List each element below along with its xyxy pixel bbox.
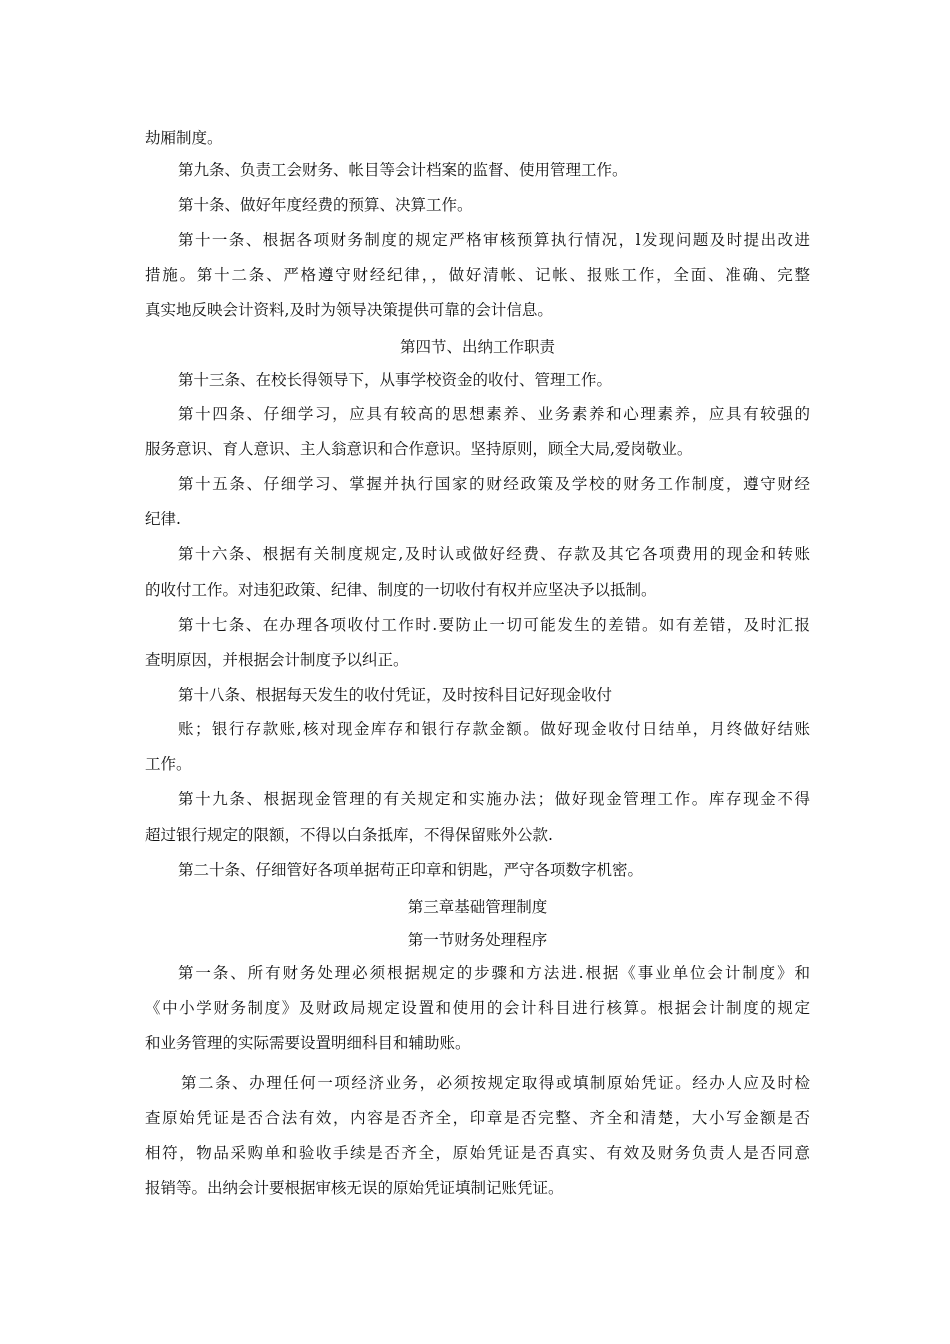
text-line: 真实地反映会计资料,及时为领导决策提供可靠的会计信息。 [145,301,553,319]
text-line: 超过银行规定的限额，不得以白条抵库，不得保留账外公款. [145,826,553,844]
text-line: 第十一条、根据各项财务制度的规定严格审核预算执行情况，l发现问题及时提出改进 [178,231,810,249]
text-line: 第十条、做好年度经费的预算、决算工作。 [178,196,473,214]
text-line: 账；银行存款账,核对现金库存和银行存款金额。做好现金收付日结单，月终做好结账 [178,720,810,738]
text-line: 第十九条、根据现金管理的有关规定和实施办法；做好现金管理工作。库存现金不得 [178,790,810,808]
text-line: 第十七条、在办理各项收付工作时.要防止一切可能发生的差错。如有差错，及时汇报 [178,616,810,634]
text-line: 工作。 [145,755,192,773]
text-line: 纪律. [145,510,181,528]
text-line: 查明原因，并根据会计制度予以纠正。 [145,651,409,669]
text-line: 第十八条、根据每天发生的收付凭证，及时按科目记好现金收付 [178,686,613,704]
text-line: 劫厢制度。 [145,129,223,147]
text-line: 第九条、负责工会财务、帐目等会计档案的监督、使用管理工作。 [178,161,628,179]
text-line: 第二条、办理任何一项经济业务，必须按规定取得或填制原始凭证。经办人应及时检 [181,1074,810,1092]
text-line: 报销等。出纳会计要根据审核无误的原始凭证填制记账凭证。 [145,1179,564,1197]
section-heading: 第四节、出纳工作职责 [399,338,555,356]
text-line: 第十六条、根据有关制度规定,及时认或做好经费、存款及其它各项费用的现金和转账 [178,545,810,563]
chapter-heading: 第三章基础管理制度 [407,898,548,916]
text-line: 第十四条、仔细学习，应具有较高的思想素养、业务素养和心理素养，应具有较强的 [178,405,810,423]
text-line: 相符，物品采购单和验收手续是否齐全，原始凭证是否真实、有效及财务负责人是否同意 [145,1144,810,1162]
text-line: 第十三条、在校长得领导下，从事学校资金的收付、管理工作。 [178,371,613,389]
text-line: 措施。第十二条、严格遵守财经纪律，，做好清帐、记帐、报账工作，全面、准确、完整 [145,266,810,284]
text-line: 和业务管理的实际需要设置明细科目和辅助账。 [145,1034,471,1052]
text-line: 《中小学财务制度》及财政局规定设置和使用的会计科目进行核算。根据会计制度的规定 [145,999,810,1017]
text-line: 第二十条、仔细管好各项单据苟正印章和钥匙，严守各项数字机密。 [178,861,644,879]
section-heading: 第一节财务处理程序 [407,931,548,949]
text-line: 的收付工作。对违犯政策、纪律、制度的一切收付有权并应坚决予以抵制。 [145,581,657,599]
text-line: 第一条、所有财务处理必须根据规定的步骤和方法进.根据《事业单位会计制度》和 [178,964,810,982]
text-line: 第十五条、仔细学习、掌握并执行国家的财经政策及学校的财务工作制度，遵守财经 [178,475,810,493]
text-line: 查原始凭证是否合法有效，内容是否齐全，印章是否完整、齐全和清楚，大小写金额是否 [145,1109,810,1127]
text-line: 服务意识、育人意识、主人翁意识和合作意识。坚持原则，顾全大局,爱岗敬业。 [145,440,693,458]
